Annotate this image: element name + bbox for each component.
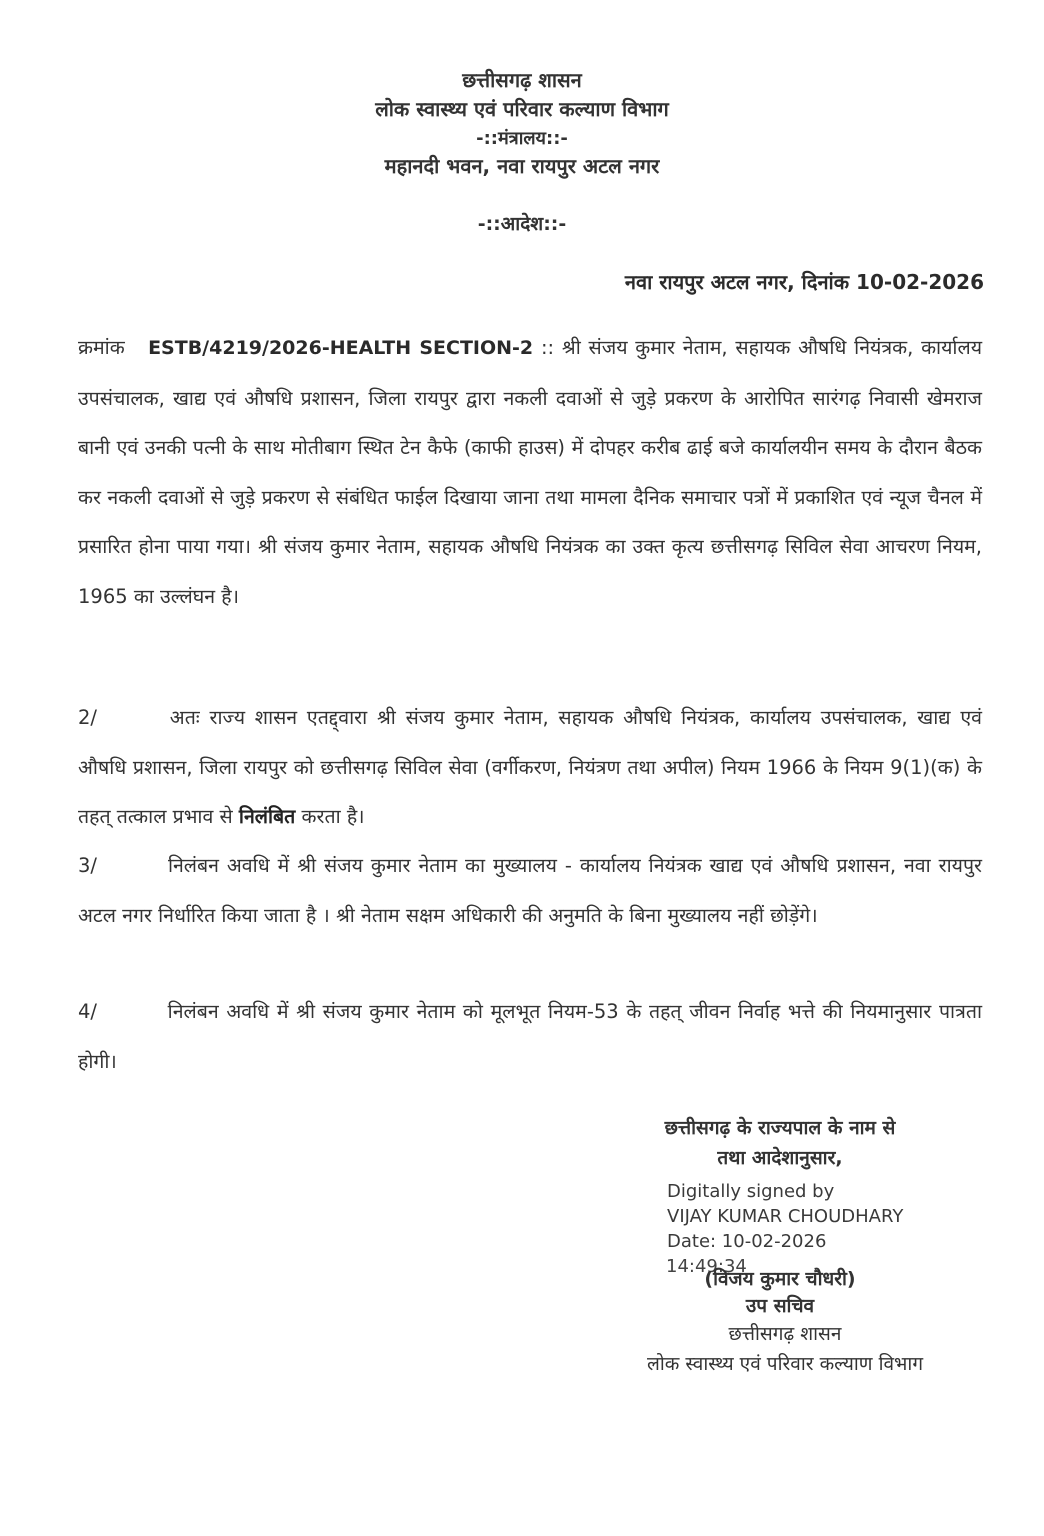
order-number-prefix: क्रमांक <box>78 336 125 359</box>
governor-order-line: छत्तीसगढ़ के राज्यपाल के नाम से <box>664 1117 896 1139</box>
signatory-name: (विजय कुमार चौधरी) <box>704 1268 856 1290</box>
paragraph-3 <box>78 841 982 940</box>
paragraph-3-text: निलंबन अवधि में श्री संजय कुमार नेताम का मुख्यालय - कार्यालय नियंत्रक खाद्य एवं औषधि प्रशासन, नवा रायपुर अटल नगर निर्धारित किया जाता है । श्री नेताम सक्षम अधिकारी की अनुमति के बिना मुख्यालय नहीं छोड़ेंगे। <box>78 854 983 927</box>
paragraph-4 <box>78 987 982 1086</box>
paragraph-2-number: 2/ <box>78 706 97 729</box>
signatory-designation: उप सचिव <box>745 1295 815 1317</box>
digital-signature-time: 14:49:34 <box>666 1256 747 1277</box>
paragraph-3-number: 3/ <box>78 854 97 877</box>
paragraph-4-number: 4/ <box>78 1000 97 1023</box>
paragraph-2 <box>78 693 982 842</box>
paragraph-4-text: निलंबन अवधि में श्री संजय कुमार नेताम को मूलभूत नियम-53 के तहत् जीवन निर्वाह भत्ते की नियमानुसार पात्रता होगी। <box>78 1000 983 1073</box>
digital-signature <box>667 1179 903 1254</box>
paragraph-1 <box>78 323 982 621</box>
digital-signature-label: Digitally signed by <box>667 1181 835 1202</box>
department-name: लोक स्वास्थ्य एवं परिवार कल्याण विभाग <box>375 97 669 121</box>
digital-signature-name: VIJAY KUMAR CHOUDHARY <box>667 1206 904 1227</box>
paragraph-2-text-end: करता है। <box>301 805 365 828</box>
signatory-department: लोक स्वास्थ्य एवं परिवार कल्याण विभाग <box>646 1353 924 1375</box>
digital-signature-date: Date: 10-02-2026 <box>667 1231 827 1252</box>
by-order-line: तथा आदेशानुसार, <box>717 1147 843 1169</box>
ministry-label: -::मंत्रालय::- <box>476 128 568 149</box>
paragraph-1-text: :: श्री संजय कुमार नेताम, सहायक औषधि नियंत्रक, कार्यालय उपसंचालक, खाद्य एवं औषधि प्रशासन, जिला रायपुर द्वारा नकली दवाओं से जुड़े प्रकरण के आरोपित सारंगढ़ निवासी खेमराज बानी एवं उनकी पत्नी के साथ मोतीबाग स्थित टेन कैफे (काफी हाउस) में दोपहर करीब ढाई बजे कार्यालयीन समय के दौरान बैठक कर नकली दवाओं से जुड़े प्रकरण से संबंधित फाईल दिखाया जाना तथा मामला दैनिक समाचार पत्रों में प्रकाशित एवं न्यूज चैनल में प्रसारित होना पाया गया। श्री संजय कुमार नेताम, सहायक औषधि नियंत्रक का उक्त कृत्य छत्तीसगढ़ सिविल सेवा आचरण नियम, 1965 का उल्लंघन है। <box>78 336 983 608</box>
office-address: महानदी भवन, नवा रायपुर अटल नगर <box>384 154 660 178</box>
signatory-government: छत्तीसगढ़ शासन <box>728 1323 842 1345</box>
order-title: -::आदेश::- <box>477 213 567 235</box>
government-name: छत्तीसगढ़ शासन <box>462 68 582 92</box>
order-reference-number: ESTB/4219/2026-HEALTH SECTION-2 <box>148 337 534 359</box>
order-date-line: नवा रायपुर अटल नगर, दिनांक 10-02-2026 <box>624 270 984 294</box>
paragraph-2-text: अतः राज्य शासन एतद्द्वारा श्री संजय कुमार नेताम, सहायक औषधि नियंत्रक, कार्यालय उपसंचालक, खाद्य एवं औषधि प्रशासन, जिला रायपुर को छत्तीसगढ़ सिविल सेवा (वर्गीकरण, नियंत्रण तथा अपील) नियम 1966 के नियम 9(1)(क) के तहत् तत्काल प्रभाव से <box>78 706 983 828</box>
suspended-word: निलंबित <box>238 805 296 828</box>
